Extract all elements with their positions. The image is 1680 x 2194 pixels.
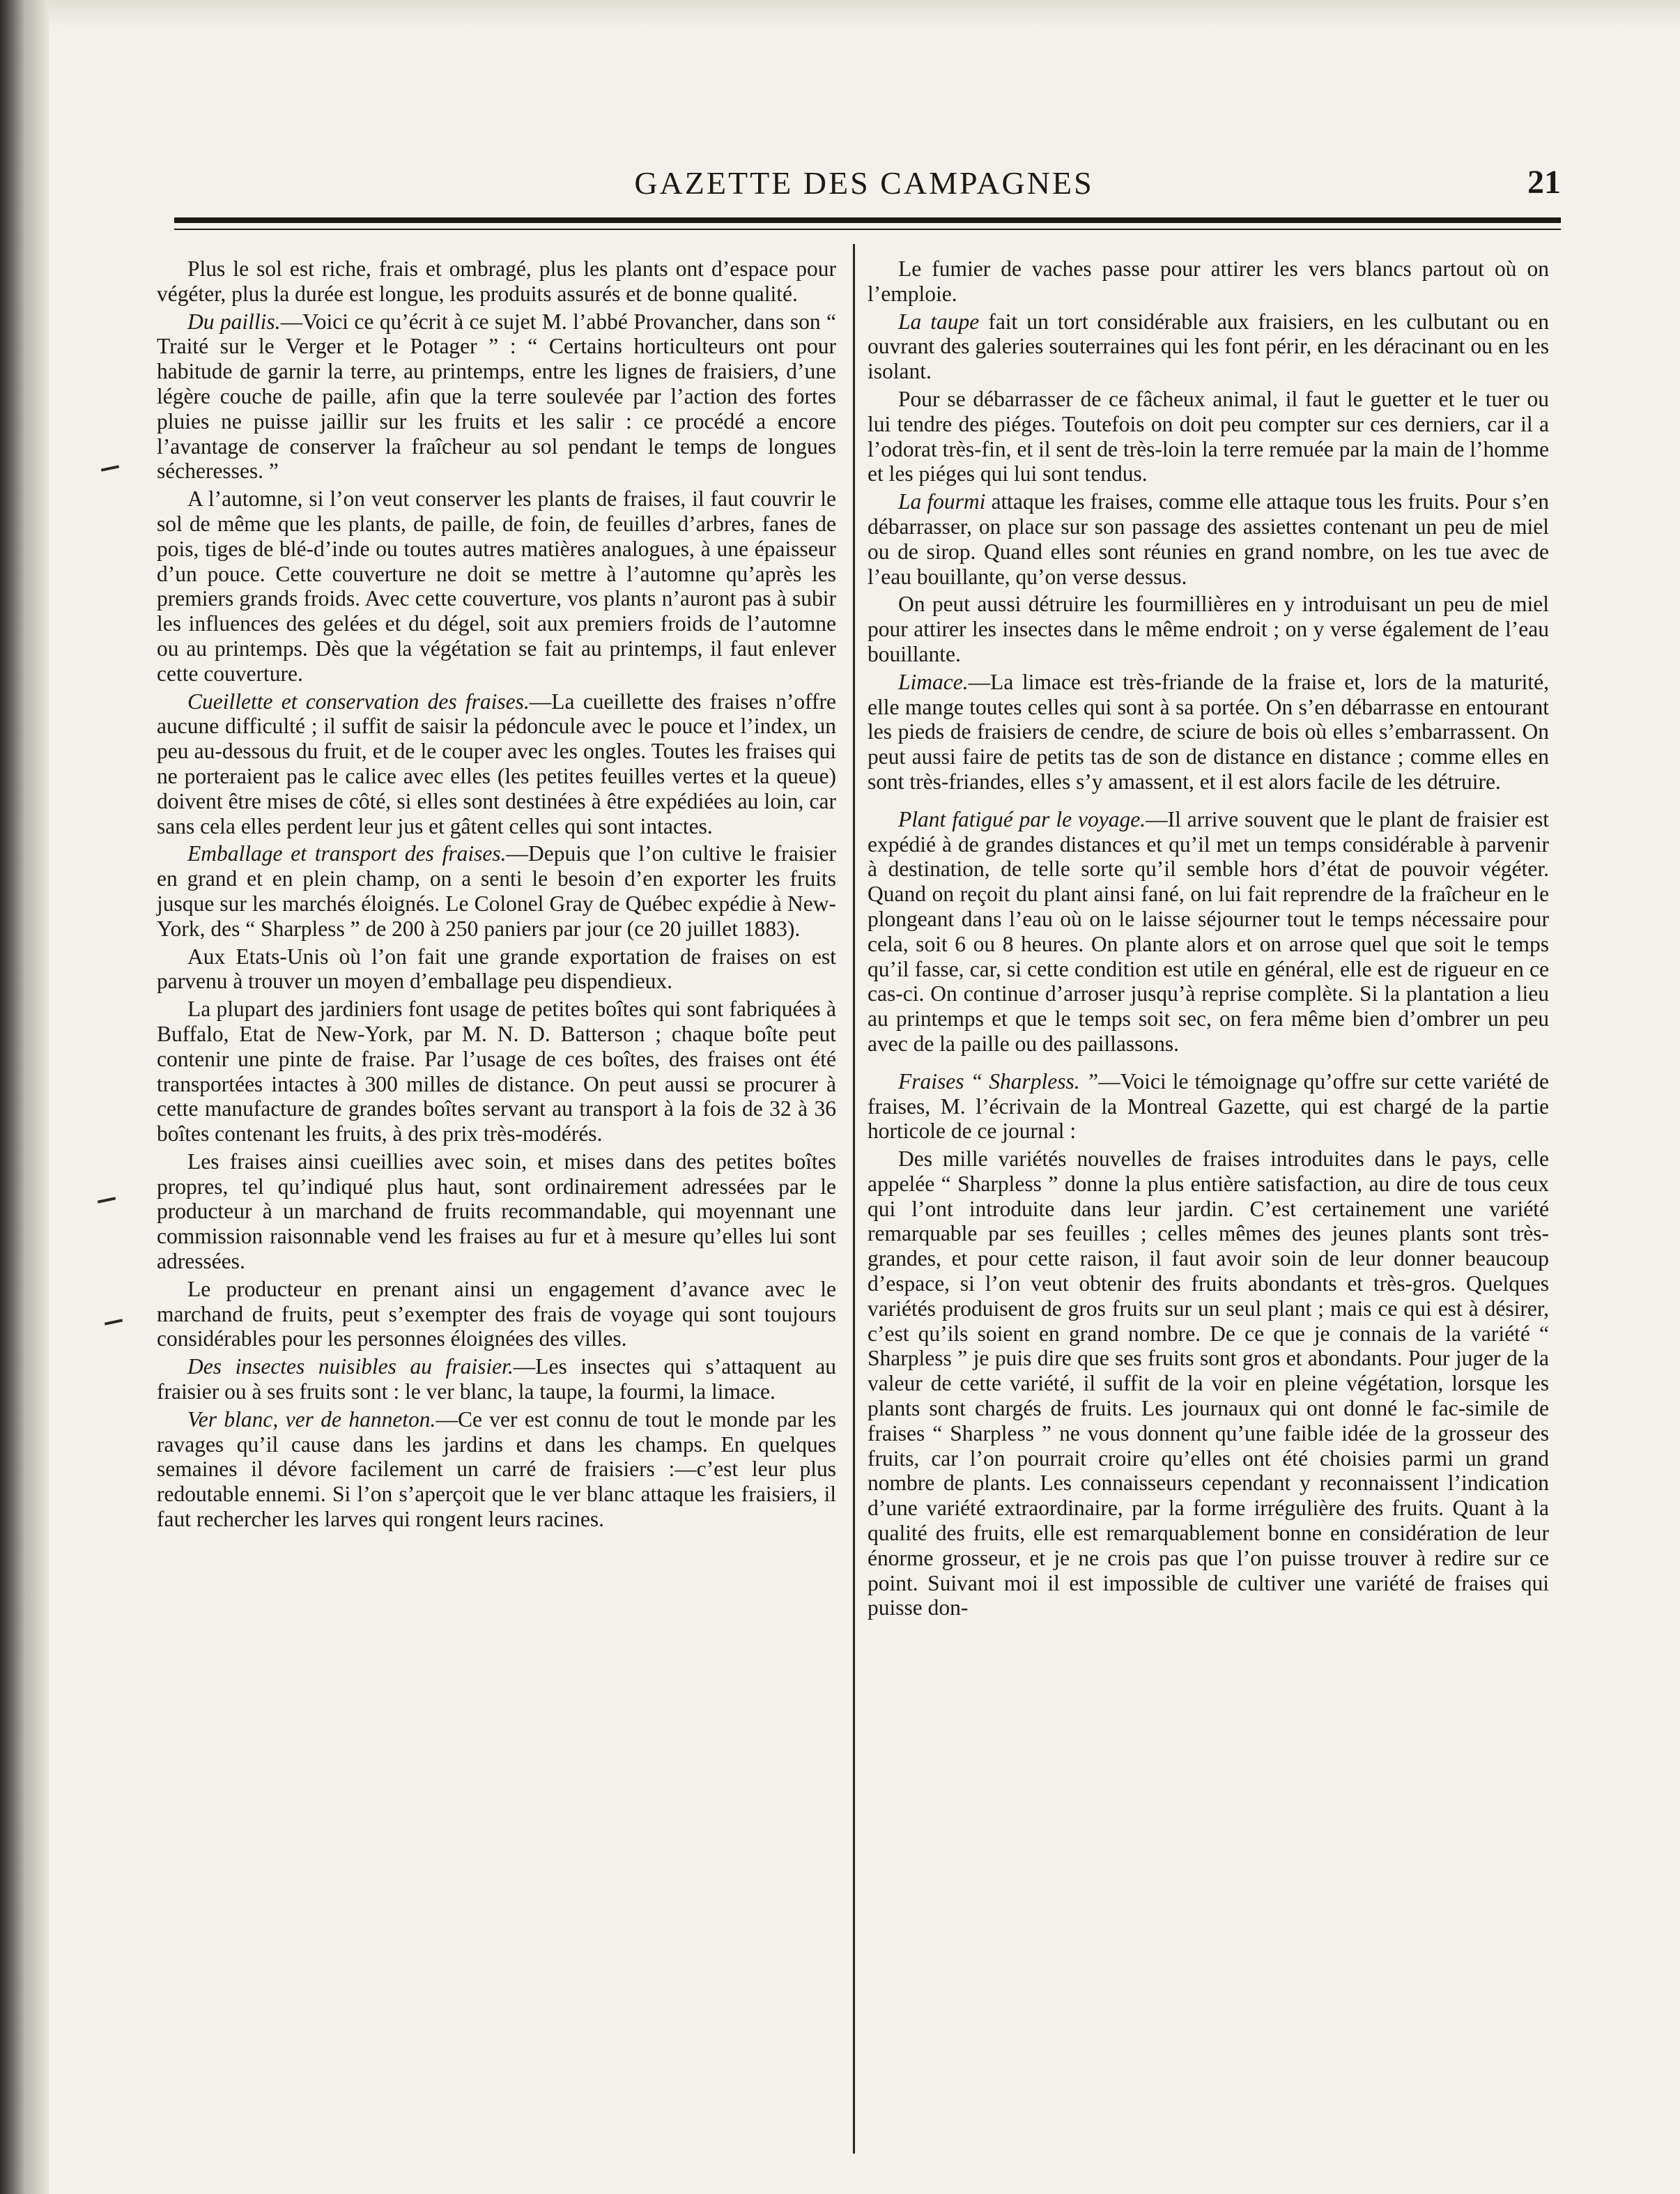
margin-mark (105, 1319, 123, 1325)
paragraph (157, 1354, 836, 1404)
paragraph-text: —Voici ce qu’écrit à ce sujet M. l’abbé Provancher, dans son “ Traité sur le Verger et le Potager ” : “ Certains horticulteurs ont pour habitude de garnir la terre, au printemps, entre les lignes de fraisiers, d’une légère couche de paille, afin que la terre soulevée par l’action des fortes pluies ne puisse jaillir sur les fruits et les salir : ce procédé a encore l’avantage de conserver la fraîcheur au sol pendant le temps de longues sécheresses. ” (157, 309, 837, 484)
paragraph-lead: Plant fatigué par le voyage. (898, 806, 1146, 831)
running-title: GAZETTE DES CAMPAGNES (634, 165, 1094, 201)
paragraph-text: —Depuis que l’on cultive le fraisier en grand et en plein champ, on a senti le besoin d’en exporter les fruits jusque sur les marchés éloignés. Le Colonel Gray de Québec expédie à New-York, des “ Sharpless ” de 200 à 250 paniers par jour (ce 20 juillet 1883). (157, 841, 836, 941)
right-column (868, 256, 1549, 1623)
paragraph-lead: Ver blanc, ver de hanneton. (187, 1406, 436, 1432)
paragraph-text: —Les insectes qui s’attaquent au fraisier ou à ses fruits sont : le ver blanc, la taupe, la fourmi, la limace. (157, 1354, 836, 1404)
paragraph (157, 689, 836, 839)
paragraph (157, 1407, 836, 1532)
paragraph-lead: Emballage et transport des fraises. (187, 841, 507, 866)
paragraph (157, 486, 836, 686)
paragraph-text: Le fumier de vaches passe pour attirer les vers blancs partout où on l’emploie. (868, 256, 1549, 306)
paragraph (868, 807, 1549, 1057)
margin-mark (98, 1197, 116, 1203)
paragraph-text: fait un tort considérable aux fraisiers, en les culbutant ou en ouvrant des galeries souterraines qui les font périr, en les déracinant ou en les isolant. (868, 309, 1550, 384)
header-rule-thin (174, 229, 1561, 230)
page-number: 21 (1527, 164, 1561, 201)
paragraph-text: Pour se débarrasser de ce fâcheux animal, il faut le guetter et le tuer ou lui tendre des piéges. Toutefois on doit peu compter sur ces derniers, car il a l’odorat très-fin, et il sent de très-loin la terre remuée par la main de l’homme et les piéges qui lui sont tendus. (868, 386, 1549, 486)
paragraph-text: Des mille variétés nouvelles de fraises introduites dans le pays, celle appelée “ Sharpless ” donne la plus entière satisfaction, au dire de tous ceux qui l’ont introduite dans leur jardin. C’est certainement une variété remarquable par ses feuilles ; celles mêmes des jeunes plants sont très-grandes, et pour cette raison, il faut avoir soin de leur donner beaucoup d’espace, si l’on veut obtenir des fruits abondants et très-gros. Quelques variétés produisent de gros fruits sur un seul plant ; mais ce qui est à désirer, c’est qu’ils soient en grand nombre. De ce que je connais de la variété “ Sharpless ” je puis dire que ses fruits sont gros et abondants. Pour juger de la valeur de cette variété, il suffit de la voir en pleine végétation, lorsque les plants sont chargés de fruits. Les journaux qui ont donné le fac-simile de fraises “ Sharpless ” ne vous donnent qu’une faible idée de la grosseur des fruits, car l’on pourrait croire qu’elles ont été choisies parmi un grand nombre de plants. Les connaisseurs cependant y reconnaissent l’indication d’une variété extraordinaire, par la forme irrégulière des fruits. Quant à la qualité des fruits, elle est remarquablement bonne en considération de leur énorme grosseur, et je ne crois pas que l’on puisse trouver à redire sur ce point. Suivant moi il est impossible de cultiver une variété de fraises qui puisse don- (868, 1146, 1549, 1620)
paragraph-text: A l’automne, si l’on veut conserver les plants de fraises, il faut couvrir le sol de même que les plants, de paille, de foin, de feuilles d’arbres, fanes de pois, tiges de blé-d’inde ou toutes autres matières analogues, à une épaisseur d’un pouce. Cette couverture ne doit se mettre à l’automne qu’après les premiers grands froids. Avec cette couverture, vos plants n’auront pas à subir les influences des gelées et du dégel, soit aux premiers froids de l’automne ou au printemps. Dès que la végétation se fait au printemps, il faut enlever cette couverture. (157, 486, 836, 686)
paragraph (868, 489, 1549, 589)
paragraph-lead: Des insectes nuisibles au fraisier. (187, 1354, 514, 1379)
header-rule-thick (174, 217, 1561, 223)
paragraph (157, 1277, 836, 1351)
margin-mark (101, 465, 119, 471)
paragraph-lead: La taupe (898, 309, 980, 334)
paragraph (868, 1069, 1549, 1144)
paragraph-lead: Du paillis. (187, 309, 281, 334)
scan-top-edge (49, 0, 1680, 28)
paragraph (868, 387, 1549, 486)
paragraph (157, 944, 836, 995)
paragraph-text: —Ce ver est connu de tout le monde par les ravages qu’il cause dans les jardins et dans les champs. En quelques semaines il dévore facilement un carré de fraisiers :—c’est leur plus redoutable ennemi. Si l’on s’aperçoit que le ver blanc attaque les fraisiers, il faut rechercher les larves qui rongent leurs racines. (157, 1406, 836, 1532)
paragraph-text: —La cueillette des fraises n’offre aucune difficulté ; il suffit de saisir la pédoncule avec le pouce et l’index, un peu au-dessous du fruit, et de le couper avec les ongles. Toutes les fraises qui ne porteraient pas le calice avec elles (les petites feuilles vertes et la queue) doivent être mises de côté, si elles sont destinées à être expédiées au loin, car sans cela elles perdent leur jus et gâtent celles qui sont intactes. (157, 689, 836, 838)
paragraph-text: attaque les fraises, comme elle attaque tous les fruits. Pour s’en débarrasser, on place sur son passage des assiettes contenant un peu de miel ou de sirop. Quand elles sont réunies en grand nombre, on les tue avec de l’eau bouillante, qu’on verse dessus. (868, 489, 1549, 589)
paragraph-text: On peut aussi détruire les fourmillières en y introduisant un peu de miel pour attirer les insectes dans le même endroit ; on y verse également de l’eau bouillante. (868, 592, 1549, 666)
paragraph-text: —La limace est très-friande de la fraise et, lors de la maturité, elle mange toutes celles qui sont à sa portée. On s’en débarrasse en entourant les pieds de fraisiers de cendre, de sciure de bois où elles s’embarrassent. On peut aussi faire de petits tas de son de distance en distance ; comme elles en sont très-friandes, elles s’y amassent, et il est alors facile de les détruire. (868, 669, 1549, 794)
paragraph (157, 309, 836, 484)
paragraph (868, 309, 1549, 384)
paragraph-text: Le producteur en prenant ainsi un engagement d’avance avec le marchand de fruits, peut s’exempter des frais de voyage qui sont toujours considérables pour les personnes éloignées des villes. (157, 1276, 836, 1351)
paragraph (157, 1149, 836, 1274)
paragraph-text: Les fraises ainsi cueillies avec soin, et mises dans des petites boîtes propres, tel qu’indiqué plus haut, sont ordinairement adressées par le producteur à un marchand de fruits recommandable, qui moyennant une commission raisonnable vend les fraises au fur et à mesure qu’elles lui sont adressées. (157, 1149, 836, 1274)
paragraph (157, 256, 836, 307)
paragraph (868, 256, 1549, 307)
paragraph-lead: Cueillette et conservation des fraises. (187, 689, 530, 714)
paragraph-lead: Fraises “ Sharpless. ” (898, 1068, 1099, 1094)
paragraph (157, 841, 836, 941)
paragraph (868, 592, 1549, 666)
paragraph (868, 1146, 1549, 1620)
paragraph-text: La plupart des jardiniers font usage de petites boîtes qui sont fabriquées à Buffalo, Etat de New-York, par M. N. D. Batterson ; chaque boîte peut contenir une pinte de fraise. Par l’usage de ces boîtes, des fraises ont été transportées intactes à 300 milles de distance. On peut aussi se procurer à cette manufacture de grandes boîtes servant au transport à la fois de 32 à 36 boîtes contenant les fruits, à des prix très-modérés. (157, 997, 836, 1146)
scan-binding-edge (0, 0, 49, 2194)
paragraph-lead: La fourmi (898, 489, 986, 514)
paragraph-text: —Il arrive souvent que le plant de fraisier est expédié à de grandes distances et qu’il met un temps considérable à parvenir à destination, de telle sorte qu’il semble hors d’état de pouvoir végéter. Quand on reçoit du plant ainsi fané, on lui fait reprendre de la fraîcheur en le plongeant dans l’eau où on le laisse séjourner tout le temps nécessaire pour cela, soit 6 ou 8 heures. On plante alors et on arrose quel que soit le temps qu’il fasse, car, si cette condition est utile en général, elle est de rigueur en ce cas-ci. On continue d’arroser jusqu’à reprise complète. Si la plantation a lieu au printemps et que le temps soit sec, on fera même bien d’ombrer un peu avec de la paille ou des paillassons. (868, 806, 1549, 1056)
paragraph (157, 997, 836, 1146)
column-divider (853, 244, 855, 2154)
page-header (167, 160, 1561, 209)
paragraph-text: —Voici le témoignage qu’offre sur cette variété de fraises, M. l’écrivain de la Montreal Gazette, qui est chargé de la partie horticole de ce journal : (868, 1068, 1549, 1144)
left-column (157, 256, 836, 1535)
paragraph-text: Plus le sol est riche, frais et ombragé, plus les plants ont d’espace pour végéter, plus la durée est longue, les produits assurés et de bonne qualité. (157, 256, 836, 306)
paragraph-lead: Limace. (898, 669, 969, 694)
paragraph (868, 670, 1549, 795)
paragraph-text: Aux Etats-Unis où l’on fait une grande exportation de fraises on est parvenu à trouver un moyen d’emballage peu dispendieux. (157, 944, 836, 994)
